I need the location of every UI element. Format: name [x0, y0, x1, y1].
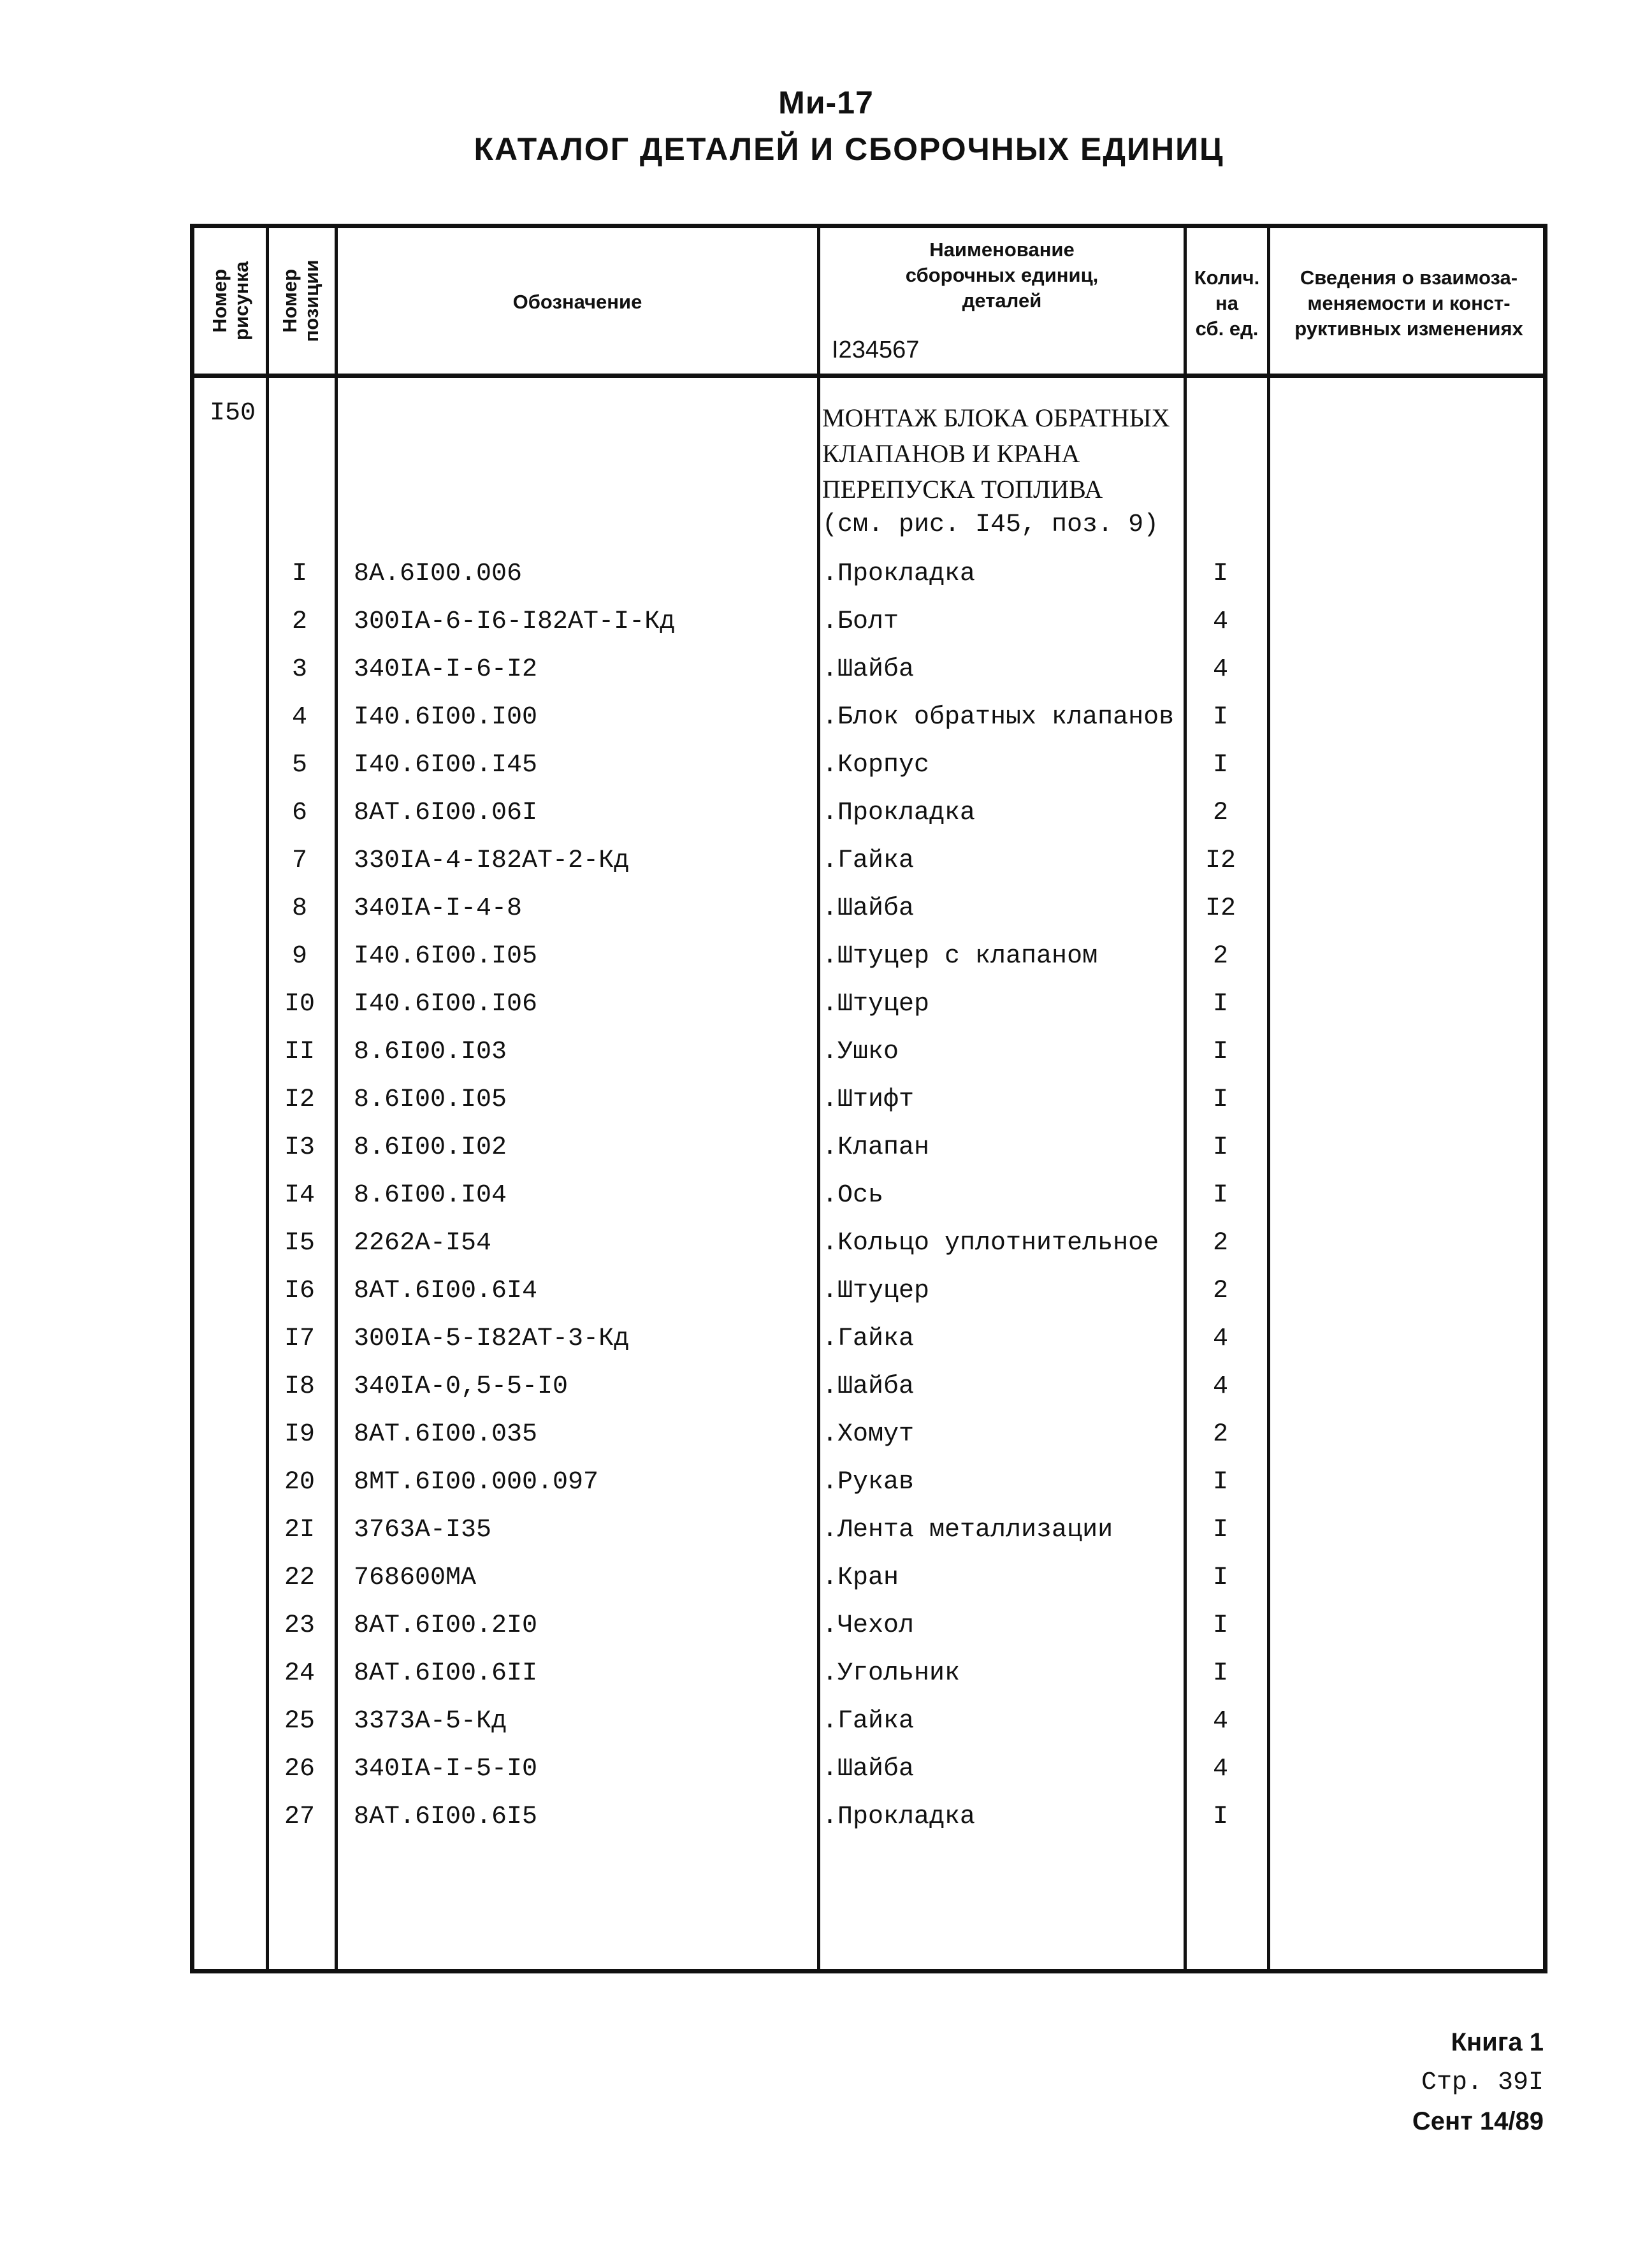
footer-page: Стр. 39I	[1421, 2068, 1544, 2097]
designation-cell: I40.6I00.I00	[354, 703, 538, 732]
name-cell: .Прокладка	[822, 560, 976, 588]
quantity-cell: 2	[1212, 1229, 1228, 1258]
quantity-cell: I2	[1205, 894, 1236, 923]
header-position-number: Номер позиции	[279, 259, 322, 342]
figure-number: I50	[209, 399, 256, 428]
designation-cell: 8.6I00.I04	[354, 1181, 507, 1210]
designation-cell: 8А.6I00.006	[354, 560, 523, 588]
parts-table	[190, 224, 1547, 1973]
position-cell: 7	[291, 846, 307, 875]
name-cell: .Хомут	[822, 1420, 915, 1449]
designation-cell: 340IА-I-5-I0	[354, 1755, 538, 1783]
quantity-cell: 2	[1212, 799, 1228, 827]
footer-book: Книга 1	[1451, 2028, 1544, 2056]
name-cell: .Чехол	[822, 1611, 915, 1640]
designation-cell: 8АТ.6I00.2I0	[354, 1611, 538, 1640]
name-cell: .Шайба	[822, 1372, 915, 1401]
quantity-cell: I	[1212, 1468, 1228, 1497]
quantity-cell: I2	[1205, 846, 1236, 875]
position-cell: 24	[284, 1659, 315, 1688]
column-divider	[1267, 228, 1270, 1969]
designation-cell: 8АТ.6I00.6I5	[354, 1803, 538, 1831]
name-cell: .Угольник	[822, 1659, 960, 1688]
quantity-cell: 4	[1212, 1372, 1228, 1401]
position-cell: 8	[291, 894, 307, 923]
position-cell: I6	[284, 1277, 315, 1305]
position-cell: I	[291, 560, 307, 588]
designation-cell: I40.6I00.I45	[354, 751, 538, 780]
position-cell: 25	[284, 1707, 315, 1736]
position-cell: I4	[284, 1181, 315, 1210]
designation-cell: 8.6I00.I03	[354, 1038, 507, 1066]
name-cell: .Рукав	[822, 1468, 915, 1497]
column-divider	[817, 228, 820, 1969]
position-cell: I9	[284, 1420, 315, 1449]
position-cell: 5	[291, 751, 307, 780]
assembly-name: МОНТАЖ БЛОКА ОБРАТНЫХ КЛАПАНОВ И КРАНА ПЕРЕПУСКА ТОПЛИВА (см. рис. I45, поз. 9)	[822, 403, 1170, 539]
designation-cell: 340IА-0,5-5-I0	[354, 1372, 569, 1401]
name-cell: .Блок обратных клапанов	[822, 703, 1175, 732]
quantity-cell: I	[1212, 1803, 1228, 1831]
position-cell: 23	[284, 1611, 315, 1640]
quantity-cell: 2	[1212, 942, 1228, 971]
name-cell: .Кран	[822, 1564, 899, 1592]
footer-date: Сент 14/89	[1412, 2107, 1544, 2135]
header-name: Наименование сборочных единиц, деталей	[905, 238, 1099, 312]
name-cell: .Клапан	[822, 1133, 930, 1162]
quantity-cell: 4	[1212, 1707, 1228, 1736]
position-cell: 9	[291, 942, 307, 971]
quantity-cell: I	[1212, 703, 1228, 732]
name-cell: .Прокладка	[822, 799, 976, 827]
name-cell: .Штуцер с клапаном	[822, 942, 1098, 971]
designation-cell: 8АТ.6I00.035	[354, 1420, 538, 1449]
quantity-cell: 4	[1212, 607, 1228, 636]
position-cell: 6	[291, 799, 307, 827]
name-cell: .Гайка	[822, 1707, 915, 1736]
column-divider	[335, 228, 338, 1969]
quantity-cell: I	[1212, 751, 1228, 780]
quantity-cell: 4	[1212, 1325, 1228, 1353]
designation-cell: 8.6I00.I02	[354, 1133, 507, 1162]
designation-cell: 340IА-I-6-I2	[354, 655, 538, 684]
name-cell: .Шайба	[822, 894, 915, 923]
name-cell: .Болт	[822, 607, 899, 636]
name-cell: .Кольцо уплотнительное	[822, 1229, 1159, 1258]
designation-cell: 330IА-4-I82АТ-2-Кд	[354, 846, 630, 875]
quantity-cell: I	[1212, 1516, 1228, 1544]
quantity-cell: I	[1212, 1133, 1228, 1162]
header-designation: Обозначение	[512, 291, 642, 313]
position-cell: 2	[291, 607, 307, 636]
designation-cell: 300IА-5-I82АТ-3-Кд	[354, 1325, 630, 1353]
designation-cell: 8АТ.6I00.6I4	[354, 1277, 538, 1305]
position-cell: I7	[284, 1325, 315, 1353]
position-cell: 4	[291, 703, 307, 732]
designation-cell: 300IА-6-I6-I82АТ-I-Кд	[354, 607, 676, 636]
document-model-title: Ми-17	[778, 85, 874, 120]
name-cell: .Корпус	[822, 751, 930, 780]
header-interchangeability: Сведения о взаимоза- меняемости и конст- руктивных изменениях	[1294, 266, 1523, 340]
name-cell: .Ушко	[822, 1038, 899, 1066]
name-cell: .Ось	[822, 1181, 884, 1210]
position-cell: 3	[291, 655, 307, 684]
header-quantity: Колич. на сб. ед.	[1194, 266, 1260, 340]
position-cell: 22	[284, 1564, 315, 1592]
quantity-cell: I	[1212, 1181, 1228, 1210]
position-cell: II	[284, 1038, 315, 1066]
designation-cell: 3763А-I35	[354, 1516, 492, 1544]
designation-cell: 8МТ.6I00.000.097	[354, 1468, 599, 1497]
position-cell: I8	[284, 1372, 315, 1401]
name-cell: .Гайка	[822, 846, 915, 875]
position-cell: 2I	[284, 1516, 315, 1544]
header-name-code: I234567	[832, 337, 920, 363]
position-cell: I0	[284, 990, 315, 1019]
quantity-cell: 4	[1212, 655, 1228, 684]
quantity-cell: 2	[1212, 1277, 1228, 1305]
header-figure-number: Номер рисунка	[208, 261, 252, 340]
designation-cell: I40.6I00.I06	[354, 990, 538, 1019]
designation-cell: 8АТ.6I00.6II	[354, 1659, 538, 1688]
designation-cell: I40.6I00.I05	[354, 942, 538, 971]
name-cell: .Штуцер	[822, 1277, 930, 1305]
catalog-title: КАТАЛОГ ДЕТАЛЕЙ И СБОРОЧНЫХ ЕДИНИЦ	[474, 131, 1224, 167]
quantity-cell: I	[1212, 1564, 1228, 1592]
designation-cell: 2262А-I54	[354, 1229, 492, 1258]
quantity-cell: I	[1212, 1086, 1228, 1114]
name-cell: .Прокладка	[822, 1803, 976, 1831]
name-cell: .Штуцер	[822, 990, 930, 1019]
name-cell: .Штифт	[822, 1086, 915, 1114]
quantity-cell: I	[1212, 1659, 1228, 1688]
quantity-cell: 2	[1212, 1420, 1228, 1449]
quantity-cell: I	[1212, 1038, 1228, 1066]
name-cell: .Гайка	[822, 1325, 915, 1353]
designation-cell: 3373А-5-Кд	[354, 1707, 507, 1736]
position-cell: 27	[284, 1803, 315, 1831]
position-cell: 26	[284, 1755, 315, 1783]
header-divider	[194, 374, 1543, 378]
position-cell: 20	[284, 1468, 315, 1497]
quantity-cell: I	[1212, 560, 1228, 588]
designation-cell: 8.6I00.I05	[354, 1086, 507, 1114]
quantity-cell: I	[1212, 990, 1228, 1019]
position-cell: I2	[284, 1086, 315, 1114]
position-cell: I3	[284, 1133, 315, 1162]
designation-cell: 340IА-I-4-8	[354, 894, 523, 923]
name-cell: .Лента металлизации	[822, 1516, 1113, 1544]
quantity-cell: I	[1212, 1611, 1228, 1640]
name-cell: .Шайба	[822, 655, 915, 684]
quantity-cell: 4	[1212, 1755, 1228, 1783]
name-cell: .Шайба	[822, 1755, 915, 1783]
position-cell: I5	[284, 1229, 315, 1258]
designation-cell: 8АТ.6I00.06I	[354, 799, 538, 827]
designation-cell: 768600МА	[354, 1564, 477, 1592]
